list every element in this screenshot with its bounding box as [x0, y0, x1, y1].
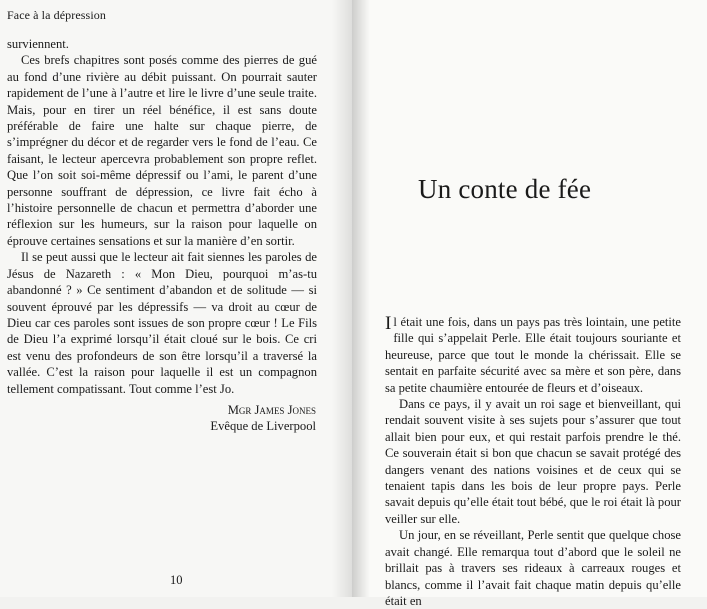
right-page-body [385, 314, 681, 609]
paragraph: surviennent. [7, 37, 69, 51]
chapter-title: Un conte de fée [418, 174, 592, 204]
paragraph: Il se peut aussi que le lecteur ait fait siennes les paroles de Jésus de Nazareth : « Mon Dieu, pourquoi m’as-tu abandonné ? » Ce sentiment d’abandon et de solitude — si souvent éprouvé par les dépressifs — va droit au cœur de Dieu car ces paroles sont issues de son propre cœur ! Le Fils de Dieu l’a exprimé lorsqu’il était cloué sur le bois. Ce cri est venu des profondeurs de son être lorsqu’il a traversé la vallée. C’est la raison pour laquelle il est un compagnon tellement compatissant. Tout comme l’est Jo. [7, 250, 317, 396]
right-page [352, 0, 707, 608]
paragraph: Ces brefs chapitres sont posés comme des pierres de gué au fond d’une rivière au débit puissant. On pourrait sauter rapidement de l’une à l’autre et lire le livre d’une seule traite. Mais, pour en tirer un réel bénéfice, il est sans doute préférable de faire une halte sur chaque pierre, de s’imprégner du décor et de regarder vers le fond de l’eau. Ce faisant, le lecteur apercevra probablement son propre reflet. Que l’on soit soi-même dépressif ou l’ami, le parent d’une personne souffrant de dépression, ce livre fait écho à l’histoire personnelle de chacun et permettra d’aborder une réflexion sur les humeurs, sur la raison pour laquelle on éprouve certaines sensations et sur la manière d’en sortir. [7, 53, 317, 248]
paragraph-text: l était une fois, dans un pays pas très lointain, une petite fille qui s’appelait Perle. Elle était toujours souriante et heureuse, parce que tout le monde la chérissait. Elle se sentait en parfaite sécurité avec sa mère et son père, dans sa petite chaumière entourée de fleurs et d’oiseaux. [385, 315, 681, 395]
drop-cap: I [385, 313, 392, 334]
signature-name: Mgr James Jones [227, 403, 316, 417]
paragraph [385, 314, 681, 396]
paragraph: Dans ce pays, il y avait un roi sage et bienveillant, qui rendait souvent visite à ses sujets pour s’assurer que tout allait bien pour eux, et qui restait parfois prendre le thé. Ce souverain était si bon que chacun se savait protégé des dangers venant des nations voisines et de ceux qui se tenaient tapis dans les bois de leur propre pays. Perle savait depuis qu’elle était tout bébé, que le roi était là pour veiller sur elle. [385, 397, 681, 526]
signature-block [210, 402, 316, 435]
left-page [0, 0, 352, 597]
left-page-body [7, 36, 317, 397]
gutter-shadow [352, 0, 370, 597]
signature-title: Evêque de Liverpool [210, 419, 316, 434]
gutter-shadow [332, 0, 352, 597]
paragraph: Un jour, en se réveillant, Perle sentit que quelque chose avait changé. Elle remarqua tout d’abord que le soleil ne brillait pas à travers ses rideaux à carreaux rouges et blancs, comme il l’avait fait chaque matin depuis qu’elle était en [385, 528, 681, 608]
page-number: 10 [170, 573, 183, 587]
running-head: Face à la dépression [7, 8, 106, 22]
